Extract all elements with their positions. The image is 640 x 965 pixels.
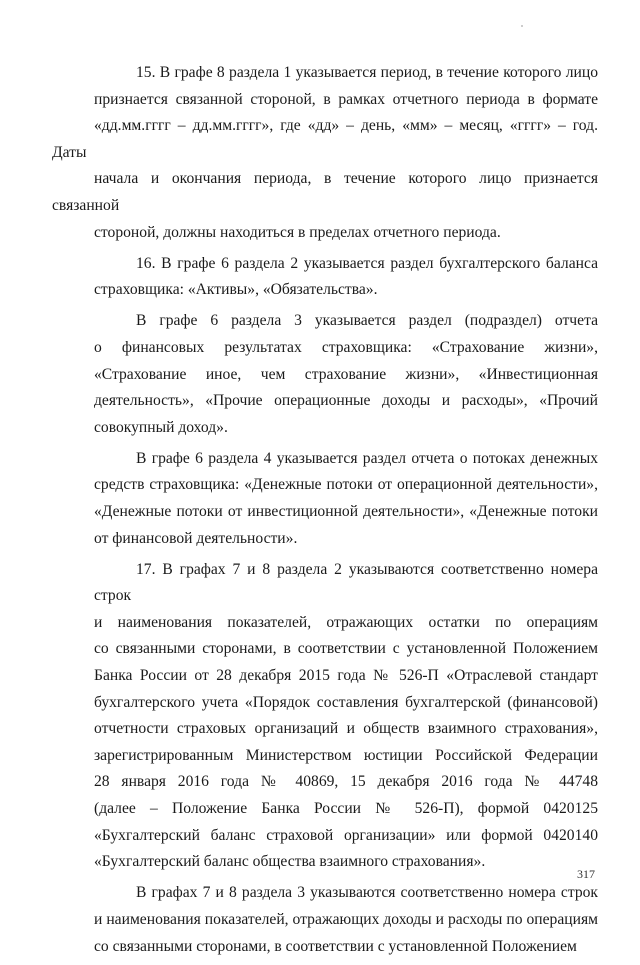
text-line: деятельность», «Прочие операционные доходы и расходы», «Прочий <box>94 392 598 410</box>
text-line: В графе 6 раздела 3 указывается раздел (подраздел) отчета <box>136 312 598 330</box>
text-line: со связанными сторонами, в соответствии с установленной Положением <box>94 640 598 658</box>
text-line: отчетности страховых организаций и обществ взаимного страхования», <box>94 720 598 738</box>
scan-artifact <box>521 25 523 27</box>
text-line: 17. В графах 7 и 8 раздела 2 указываются соответственно номера строк <box>94 560 598 605</box>
paragraph <box>94 251 598 304</box>
text-line: «дд.мм.гггг – дд.мм.гггг», где «дд» – день, «мм» – месяц, «гггг» – год. Даты <box>52 117 598 161</box>
text-line: 15. В графе 8 раздела 1 указывается период, в течение которого лицо <box>136 64 598 81</box>
text-line: страховщика: «Активы», «Обязательства». <box>94 281 378 299</box>
text-line: 16. В графе 6 раздела 2 указывается раздел бухгалтерского баланса <box>136 254 598 272</box>
text-line: стороной, должны находиться в пределах отчетного периода. <box>94 223 501 241</box>
text-line: зарегистрированным Министерством юстиции Российской Федерации <box>94 746 598 764</box>
text-line: совокупный доход». <box>94 418 228 436</box>
text-line: начала и окончания периода, в течение которого лицо признается связанной <box>52 170 598 214</box>
text-line: от финансовой деятельности». <box>94 529 298 547</box>
text-line: «Бухгалтерский баланс страховой организации» или формой 0420140 <box>94 826 598 844</box>
text-line: (далее – Положение Банка России № 526-П), формой 0420125 <box>94 800 598 818</box>
document-body <box>52 60 598 965</box>
text-line: 28 января 2016 года № 40869, 15 декабря 2016 года № 44748 <box>94 773 598 791</box>
text-line: о финансовых результатах страховщика: «Страхование жизни», <box>94 338 598 356</box>
paragraph <box>94 446 598 552</box>
text-line: В графах 7 и 8 раздела 3 указываются соответственно номера строк <box>136 884 598 902</box>
paragraph <box>94 308 598 441</box>
text-line: Банка России от 28 декабря 2015 года № 526-П «Отраслевой стандарт <box>94 667 598 685</box>
text-line: «Денежные потоки от инвестиционной деятельности», «Денежные потоки <box>94 503 598 520</box>
text-line: В графе 6 раздела 4 указывается раздел отчета о потоках денежных <box>136 449 598 467</box>
page-number: 317 <box>577 867 595 881</box>
text-line: бухгалтерского учета «Порядок составления бухгалтерской (финансовой) <box>94 693 598 711</box>
text-line: и наименования показателей, отражающих остатки по операциям <box>94 613 598 631</box>
paragraph <box>94 880 598 960</box>
paragraph <box>52 60 598 246</box>
text-line: со связанными сторонами, в соответствии с установленной Положением <box>94 937 577 955</box>
paragraph <box>94 557 598 876</box>
text-line: «Страхование иное, чем страхование жизни», «Инвестиционная <box>94 365 598 383</box>
text-line: и наименования показателей, отражающих доходы и расходы по операциям <box>94 910 598 928</box>
text-line: «Бухгалтерский баланс общества взаимного страхования». <box>94 853 486 871</box>
text-line: признается связанной стороной, в рамках отчетного периода в формате <box>94 90 598 108</box>
text-line: средств страховщика: «Денежные потоки от операционной деятельности», <box>94 476 598 494</box>
